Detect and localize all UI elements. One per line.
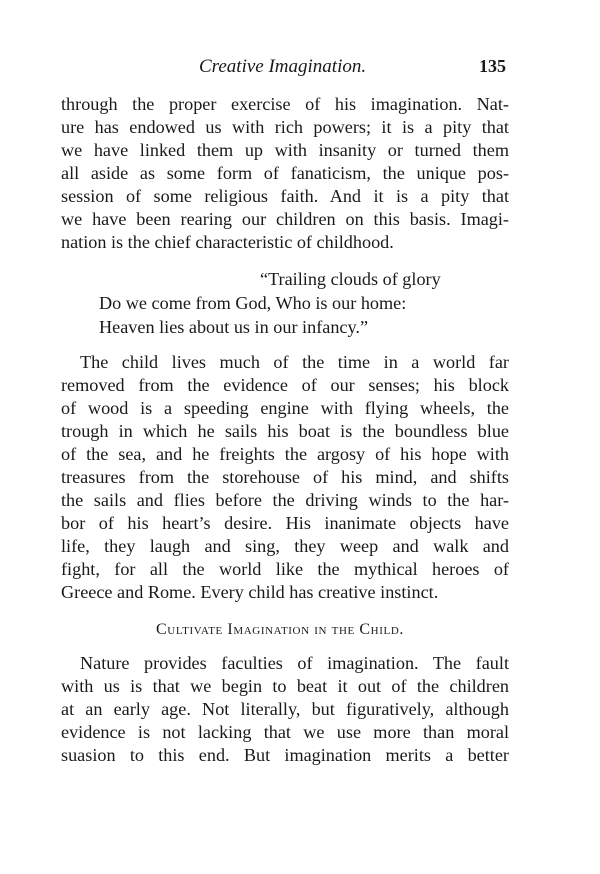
text-line: ure has endowed us with rich powers; it is a pity that xyxy=(61,117,509,137)
section-heading: Cultivate Imagination in the Child. xyxy=(156,621,404,638)
text-line: of wood is a speeding engine with flying wheels, the xyxy=(61,398,509,418)
text-line: bor of his heart’s desire. His inanimate objects have xyxy=(61,513,509,533)
text-line: we have been rearing our children on this basis. Imagi- xyxy=(61,209,509,229)
verse-line: Do we come from God, Who is our home: xyxy=(99,293,407,313)
body-text xyxy=(61,93,509,767)
text-line: of the sea, and he freights the argosy of his hope with xyxy=(61,444,509,464)
text-line: treasures from the storehouse of his mind, and shifts xyxy=(61,467,509,487)
running-title: Creative Imagination. xyxy=(199,56,367,77)
text-line: suasion to this end. But imagination merits a better xyxy=(61,745,509,765)
verse-quotation xyxy=(61,267,509,339)
text-line: life, they laugh and sing, they weep and walk and xyxy=(61,536,509,556)
text-line: fight, for all the world like the mythical heroes of xyxy=(61,559,509,579)
text-line: session of some religious faith. And it is a pity that xyxy=(61,186,509,206)
paragraph-2 xyxy=(61,351,509,604)
text-line: we have linked them up with insanity or turned them xyxy=(61,140,509,160)
text-line: Greece and Rome. Every child has creative instinct. xyxy=(61,582,439,602)
text-line: The child lives much of the time in a world far xyxy=(80,352,509,372)
text-line: all aside as some form of fanaticism, the unique pos- xyxy=(61,163,509,183)
text-line: the sails and flies before the driving winds to the har- xyxy=(61,490,509,510)
running-head xyxy=(61,56,509,82)
paragraph-3 xyxy=(61,652,509,767)
paragraph-1 xyxy=(61,93,509,254)
text-line: with us is that we begin to beat it out of the children xyxy=(61,676,509,696)
verse-line: Heaven lies about us in our infancy.” xyxy=(99,317,369,337)
text-line: nation is the chief characteristic of childhood. xyxy=(61,232,394,252)
text-line: removed from the evidence of our senses; his block xyxy=(61,375,509,395)
text-line: at an early age. Not literally, but figuratively, although xyxy=(61,699,509,719)
page-number: 135 xyxy=(479,56,506,76)
text-line: evidence is not lacking that we use more than moral xyxy=(61,722,509,742)
text-line: through the proper exercise of his imagination. Nat- xyxy=(61,94,509,114)
text-line: trough in which he sails his boat is the boundless blue xyxy=(61,421,509,441)
text-line: Nature provides faculties of imagination. The fault xyxy=(80,653,509,673)
verse-line: “Trailing clouds of glory xyxy=(260,269,441,289)
